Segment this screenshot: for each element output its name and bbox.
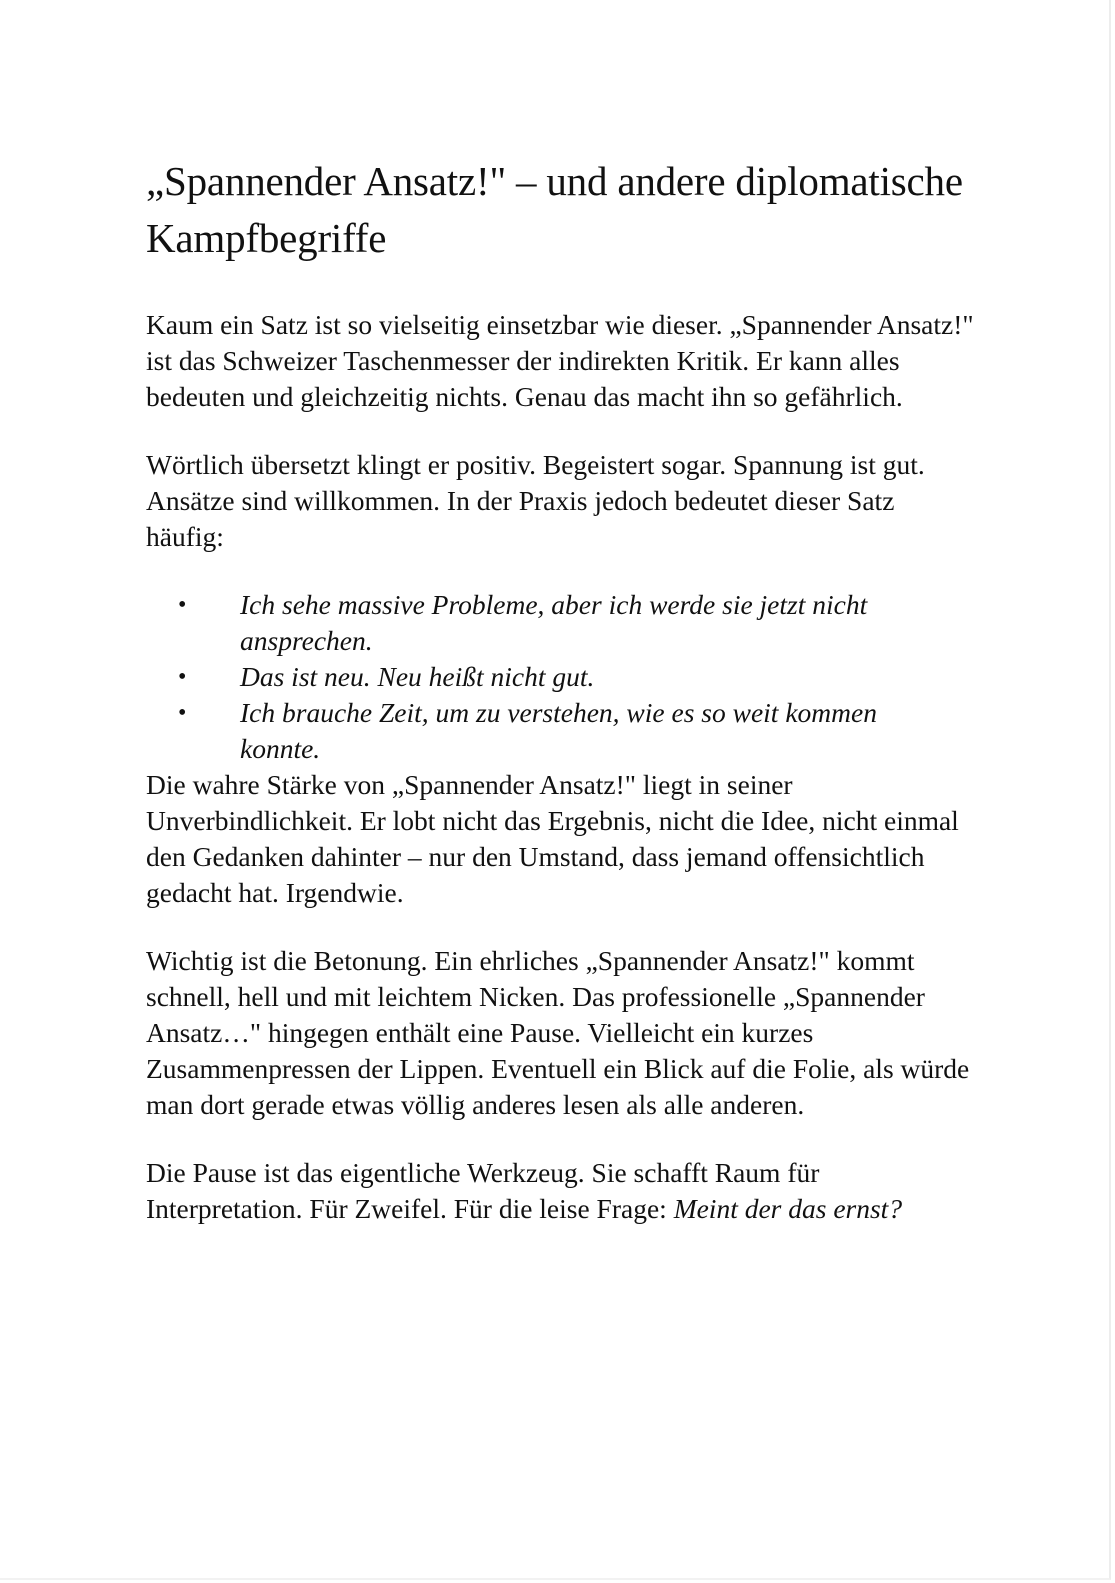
list-item	[146, 587, 920, 659]
list-item-text: Ich brauche Zeit, um zu verstehen, wie es so weit kommen konnte.	[240, 697, 877, 764]
document-content	[146, 153, 976, 1227]
paragraph-pause	[146, 1155, 976, 1227]
document-title: „Spannender Ansatz!" – und andere diplomatische Kampfbegriffe	[146, 158, 963, 261]
list-item	[146, 659, 920, 695]
list-item	[146, 695, 920, 767]
bullet-icon: •	[178, 592, 187, 618]
paragraph-strength: Die wahre Stärke von „Spannender Ansatz!" liegt in seiner Unverbindlichkeit. Er lobt nicht das Ergebnis, nicht die Idee, nicht einmal den Gedanken dahinter – nur den Umstand, dass jemand offensichtlich gedacht hat. Irgendwie.	[146, 769, 959, 908]
paragraph-meaning: Wörtlich übersetzt klingt er positiv. Begeistert sogar. Spannung ist gut. Ansätze sind willkommen. In der Praxis jedoch bedeutet dieser Satz häufig:	[146, 449, 925, 552]
paragraph-pause-question: Meint der das ernst?	[673, 1193, 903, 1224]
list-item-text: Das ist neu. Neu heißt nicht gut.	[240, 661, 595, 692]
paragraph-emphasis: Wichtig ist die Betonung. Ein ehrliches „Spannender Ansatz!" kommt schnell, hell und mit leichtem Nicken. Das professionelle „Spannender Ansatz…" hingegen enthält eine Pause. Vielleicht ein kurzes Zusammenpressen der Lippen. Eventuell ein Blick auf die Folie, als würde man dort gerade etwas völlig anderes lesen als alle anderen.	[146, 945, 970, 1120]
meaning-list	[146, 587, 976, 767]
paragraph-intro: Kaum ein Satz ist so vielseitig einsetzbar wie dieser. „Spannender Ansatz!" ist das Schweizer Taschenmesser der indirekten Kritik. Er kann alles bedeuten und gleichzeitig nichts. Genau das macht ihn so gefährlich.	[146, 309, 974, 412]
paragraph-pause-text: Die Pause ist das eigentliche Werkzeug. Sie schafft Raum für Interpretation. Für Zweifel. Für die leise Frage:	[146, 1157, 820, 1224]
bullet-icon: •	[178, 700, 187, 726]
bullet-icon: •	[178, 664, 187, 690]
list-item-text: Ich sehe massive Probleme, aber ich werde sie jetzt nicht ansprechen.	[240, 589, 868, 656]
